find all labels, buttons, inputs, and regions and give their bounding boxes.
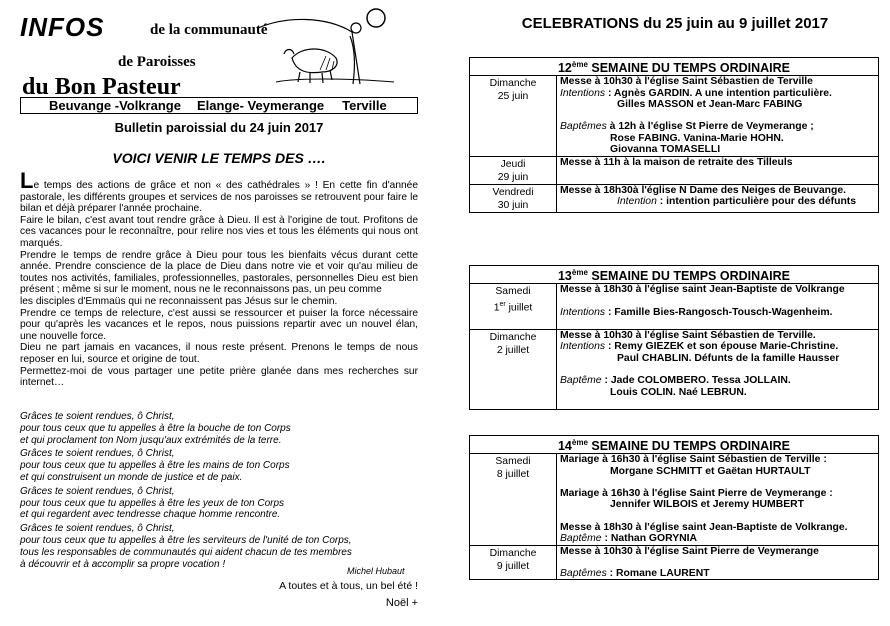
- line-text: Mariage à 16h30 à l'église Saint Sébastien de Terville :: [560, 454, 827, 466]
- line-prefix: Baptêmes: [560, 121, 607, 133]
- article-paragraph: [20, 366, 418, 389]
- spacer: [560, 477, 878, 488]
- line-prefix: Baptême: [560, 375, 602, 387]
- line-text: Louis COLIN. Naé LEBRUN.: [610, 386, 747, 398]
- closing-line: A toutes et à tous, un bel été !: [279, 580, 418, 592]
- day-row: [470, 284, 879, 330]
- article-body: [20, 168, 418, 389]
- prayer-stanza: [20, 448, 418, 483]
- schedule-line: [560, 88, 878, 99]
- spacer: [560, 296, 878, 307]
- paragraph-text: Faire le bilan, c'est avant tout rendre grâce à Dieu. Il est à l'origine de tout. Profitons de ces vacances pour le reconnaître, pour relire nos vies et tous les éléments qui nous ont marqués.: [20, 214, 418, 249]
- drop-cap: L: [20, 168, 34, 193]
- day-date: 30 juin: [497, 199, 529, 211]
- prayer-line: Grâces te soient rendues, ô Christ,: [20, 411, 175, 422]
- day-details: [557, 545, 879, 580]
- week-number-suffix: ème: [571, 268, 588, 277]
- line-text: Morgane SCHMITT et Gaëtan HURTAULT: [610, 465, 811, 477]
- article-paragraph: [20, 168, 418, 215]
- paragraph-text: Prendre ce temps de relecture, c'est aussi se ressourcer et puiser la force nécessaire pour qu'après les vacances et le repos, nous puissions repartir avec un nouvel élan, une nouvelle force.: [20, 307, 418, 342]
- masthead-title: du Bon Pasteur: [22, 74, 181, 100]
- day-row: [470, 329, 879, 409]
- schedule-line: [560, 307, 878, 318]
- schedule-line: [560, 185, 878, 196]
- line-text: Messe à 10h30 à l'église Saint Pierre de Veymerange: [560, 545, 819, 557]
- day-row: [470, 184, 879, 212]
- masthead-line2: de Paroisses: [118, 54, 196, 70]
- line-text: : Nathan GORYNIA: [601, 533, 698, 545]
- day-details: [557, 329, 879, 409]
- day-cell: [470, 329, 557, 409]
- prayer-line: pour tous ceux que tu appelles à être la bouche de ton Corps: [20, 422, 291, 434]
- celebrations-title: CELEBRATIONS du 25 juin au 9 juillet 2017: [521, 15, 829, 32]
- bulletin-date: Bulletin paroissial du 24 juin 2017: [114, 120, 324, 135]
- prayer-line: pour tous ceux que tu appelles à être les serviteurs de l'unité de ton Corps,: [20, 534, 352, 546]
- day-cell: [470, 284, 557, 330]
- day-date: 29 juin: [497, 171, 529, 183]
- paragraph-text: Permettez-moi de vous partager une petite prière glanée dans mes recherches sur internet…: [20, 365, 418, 389]
- week-table: [469, 435, 879, 580]
- day-name: Vendredi: [492, 186, 534, 198]
- prayer-line: et qui construisent un monde de justice et de paix.: [20, 471, 243, 483]
- schedule-line: [560, 76, 878, 87]
- day-name: Dimanche: [489, 78, 537, 90]
- day-name: Jeudi: [500, 158, 526, 170]
- line-text: : Famille Bies-Rangosch-Tousch-Wagenheim.: [605, 306, 833, 318]
- schedule-line: [560, 387, 878, 398]
- shepherd-illustration: [256, 6, 396, 88]
- day-row: [470, 156, 879, 184]
- day-cell: [470, 76, 557, 156]
- line-text: Jennifer WILBOIS et Jeremy HUMBERT: [610, 499, 804, 511]
- week-label: SEMAINE DU TEMPS ORDINAIRE: [587, 439, 791, 454]
- spacer: [560, 110, 878, 121]
- prayer-author: Michel Hubaut: [347, 566, 405, 576]
- schedule-line: [560, 353, 878, 364]
- day-details: [557, 184, 879, 212]
- schedule-line: [560, 341, 878, 352]
- day-name: Dimanche: [489, 547, 537, 559]
- day-name: Dimanche: [489, 331, 537, 343]
- week-number: 14: [557, 439, 572, 454]
- day-details: [557, 454, 879, 545]
- line-text: : Agnès GARDIN. A une intention particulière.: [605, 87, 832, 99]
- day-date: 1er juillet: [493, 301, 533, 314]
- paragraph-text: les disciples d'Emmaüs qui ne reconnaissent pas Jésus sur le chemin.: [20, 295, 338, 307]
- prayer-line: à découvrir et à accomplir sa propre vocation !: [20, 558, 226, 570]
- line-text: : Jade COLOMBERO. Tessa JOLLAIN.: [601, 375, 791, 387]
- line-text: : Romane LAURENT: [606, 568, 710, 579]
- prayer-line: Grâces te soient rendues, ô Christ,: [20, 448, 175, 460]
- line-text: Messe à 18h30 à l'église saint Jean-Baptiste de Volkrange: [560, 284, 845, 296]
- article-paragraph: [20, 296, 418, 308]
- day-row: [470, 454, 879, 545]
- masthead-infos: INFOS: [20, 12, 105, 42]
- schedule-line: [560, 133, 878, 144]
- schedule-line: [560, 375, 878, 386]
- schedule-line: [560, 488, 878, 499]
- day-cell: [470, 454, 557, 545]
- article-paragraph: [20, 215, 418, 250]
- line-prefix: Intentions: [560, 87, 606, 99]
- spacer: [560, 364, 878, 375]
- signature: Noël +: [385, 597, 418, 609]
- line-prefix: Baptêmes: [560, 568, 607, 579]
- week-header: [470, 266, 879, 284]
- prayer-line: et qui regardent avec tendresse chaque homme rencontre.: [20, 509, 281, 521]
- article-title: VOICI VENIR LE TEMPS DES ….: [112, 150, 326, 166]
- article-paragraph: [20, 342, 418, 365]
- paragraph-text: Dieu ne part jamais en vacances, il nous reste présent. Prenons le temps de nous reposer en lui, source et origine de tout.: [20, 342, 418, 365]
- line-text: : Remy GIEZEK et son épouse Marie-Christine.: [605, 341, 839, 353]
- paragraph-text: e temps des actions de grâce et non « des cathédrales » ! En cette fin d'année pastorale, les différents groupes et services de nos paroisses se retrouvent pour faire le bilan et déjà préparer l'année prochaine.: [20, 180, 418, 215]
- week-table: [469, 265, 879, 410]
- line-prefix: Intentions: [560, 341, 606, 353]
- schedule-line: [560, 330, 878, 341]
- day-details: [557, 156, 879, 184]
- schedule-line: [560, 196, 878, 207]
- week-label: SEMAINE DU TEMPS ORDINAIRE: [587, 269, 791, 284]
- prayer-stanza: [20, 411, 418, 446]
- schedule-line: [560, 99, 878, 110]
- line-text: à 12h à l'église St Pierre de Veymerange ;: [606, 121, 814, 133]
- prayer: [20, 411, 418, 572]
- week-header: [470, 436, 879, 454]
- line-text: Rose FABING. Vanina-Marie HOHN.: [610, 132, 784, 144]
- spacer: [560, 511, 878, 522]
- prayer-line: pour tous ceux que tu appelles à être les yeux de ton Corps: [20, 497, 285, 509]
- schedule-line: [560, 533, 878, 544]
- day-date: 25 juin: [497, 91, 529, 103]
- paragraph-text: Prendre le temps de rendre grâce à Dieu pour tous les bienfaits vécus durant cette année. Prendre conscience de la place de Dieu dans notre vie et voir qu'au milieu de toutes nos activités, familiales, professionnelles, pastorales, personnelles Dieu est bien présent ; même si sur le moment, nous ne le reconnaissons pas, un peu comme: [20, 249, 418, 296]
- line-text: Messe à 10h30 à l'église Saint Sébastien de Terville.: [560, 329, 816, 341]
- spacer: [560, 398, 878, 409]
- prayer-stanza: [20, 486, 418, 521]
- line-prefix: Baptême: [560, 533, 602, 545]
- day-cell: [470, 184, 557, 212]
- week-table: [469, 57, 879, 213]
- schedule-line: [560, 466, 878, 477]
- parish-3: Terville: [342, 98, 387, 113]
- article-paragraph: [20, 308, 418, 343]
- prayer-line: pour tous ceux que tu appelles à être les mains de ton Corps: [20, 460, 290, 472]
- prayer-line: et qui proclament ton Nom jusqu'aux extrémités de la terre.: [20, 434, 282, 446]
- schedule-line: [560, 157, 878, 168]
- week-label: SEMAINE DU TEMPS ORDINAIRE: [587, 61, 791, 76]
- schedule-line: [560, 284, 878, 295]
- day-name: Samedi: [495, 286, 531, 298]
- line-text: Messe à 11h à la maison de retraite des Tilleuls: [560, 156, 793, 168]
- week-number-suffix: ème: [571, 438, 588, 447]
- line-text: : intention particulière pour des défunts: [656, 196, 857, 207]
- schedule-line: [560, 546, 878, 557]
- day-date: 2 juillet: [496, 344, 530, 356]
- spacer: [560, 318, 878, 329]
- day-cell: [470, 156, 557, 184]
- line-text: Messe à 18h30à l'église N Dame des Neiges de Beuvange.: [560, 184, 847, 196]
- line-text: Gilles MASSON et Jean-Marc FABING: [617, 98, 803, 110]
- week-number-suffix: ème: [571, 60, 588, 69]
- day-row: [470, 545, 879, 580]
- line-text: Messe à 18h30 à l'église saint Jean-Baptiste de Volkrange.: [560, 521, 848, 533]
- week-number: 13: [557, 269, 572, 284]
- line-text: Giovanna TOMASELLI: [610, 144, 721, 156]
- line-prefix: Intentions: [560, 306, 606, 318]
- schedule-line: [560, 522, 878, 533]
- week-header: [470, 58, 879, 76]
- prayer-line: Grâces te soient rendues, ô Christ,: [20, 523, 175, 535]
- masthead-line1: de la communauté: [150, 22, 268, 38]
- spacer: [560, 557, 878, 568]
- day-date: 9 juillet: [496, 560, 530, 572]
- line-text: Messe à 10h30 à l'église Saint Sébastien de Terville: [560, 76, 813, 88]
- prayer-line: Grâces te soient rendues, ô Christ,: [20, 485, 175, 497]
- line-prefix: Intention: [617, 196, 657, 207]
- day-date: 8 juillet: [496, 469, 530, 481]
- schedule-line: [560, 144, 878, 155]
- schedule-line: [560, 499, 878, 510]
- parish-bar: [20, 97, 418, 114]
- day-row: [470, 76, 879, 156]
- article-paragraph: [20, 250, 418, 296]
- day-name: Samedi: [495, 456, 531, 468]
- prayer-line: tous les responsables de communautés qui aident chacun de tes membres: [20, 546, 352, 558]
- day-details: [557, 76, 879, 156]
- line-text: Paul CHABLIN. Défunts de la famille Hausser: [617, 352, 840, 364]
- parish-1: Beuvange -Volkrange: [49, 98, 181, 113]
- day-details: [557, 284, 879, 330]
- prayer-stanza: [20, 523, 418, 570]
- schedule-line: [560, 121, 878, 132]
- schedule-line: [560, 568, 878, 579]
- schedule-line: [560, 454, 878, 465]
- parish-2: Elange- Veymerange: [196, 98, 325, 113]
- day-cell: [470, 545, 557, 580]
- week-number: 12: [557, 61, 572, 76]
- line-text: Mariage à 16h30 à l'église Saint Pierre de Veymerange :: [560, 487, 833, 499]
